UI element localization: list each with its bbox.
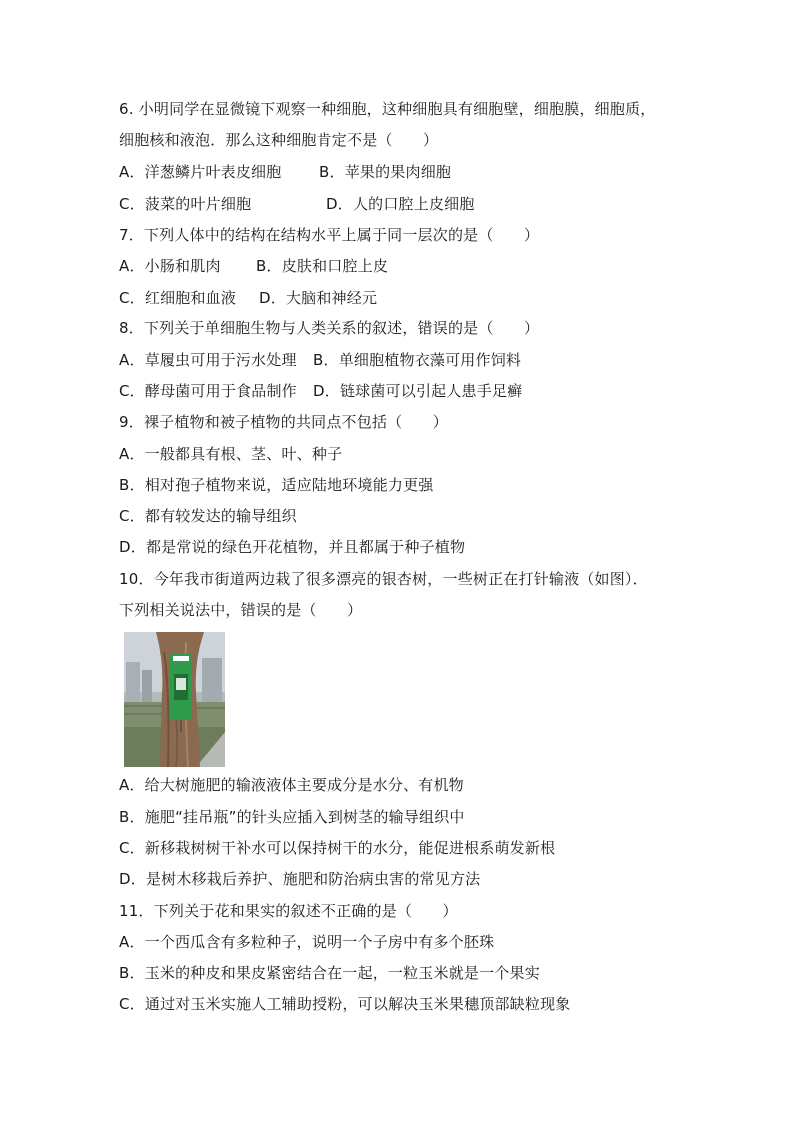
q6-option-c: C．菠菜的叶片细胞 [119,195,252,213]
q6-stem-line2: 细胞核和液泡．那么这种细胞肯定不是（ ） [119,131,439,149]
q8-option-a: A．草履虫可用于污水处理 [119,351,297,369]
q9-option-c: C．都有较发达的输导组织 [119,507,297,525]
q11-option-b: B．玉米的种皮和果皮紧密结合在一起，一粒玉米就是一个果实 [119,964,540,982]
q10-option-b: B．施肥“挂吊瓶”的针头应插入到树茎的输导组织中 [119,808,465,826]
tree-iv-drip-photo [124,632,225,767]
q7-stem: 7．下列人体中的结构在结构水平上属于同一层次的是（ ） [119,226,540,244]
tree-iv-drip-illustration [124,632,225,767]
q9-option-b: B．相对孢子植物来说，适应陆地环境能力更强 [119,476,434,494]
q9-option-a: A．一般都具有根、茎、叶、种子 [119,445,343,463]
q8-option-c: C．酵母菌可用于食品制作 [119,382,297,400]
q10-option-a: A．给大树施肥的输液液体主要成分是水分、有机物 [119,776,464,794]
q10-option-d: D．是树木移栽后养护、施肥和防治病虫害的常见方法 [119,870,481,888]
q8-stem: 8．下列关于单细胞生物与人类关系的叙述，错误的是（ ） [119,319,540,337]
q9-stem: 9．裸子植物和被子植物的共同点不包括（ ） [119,413,448,431]
q6-option-a: A．洋葱鳞片叶表皮细胞 [119,163,282,181]
q6-stem-line1: 6. 小明同学在显微镜下观察一种细胞，这种细胞具有细胞壁，细胞膜，细胞质， [119,100,656,118]
q7-option-b: B．皮肤和口腔上皮 [256,257,389,275]
q9-option-d: D．都是常说的绿色开花植物，并且都属于种子植物 [119,538,466,556]
q7-option-c: C．红细胞和血液 [119,289,237,307]
q7-option-d: D．大脑和神经元 [259,289,378,307]
q8-option-b: B．单细胞植物衣藻可用作饲料 [313,351,522,369]
q10-option-c: C．新移栽树树干补水可以保持树干的水分，能促进根系萌发新根 [119,839,556,857]
q6-option-d: D．人的口腔上皮细胞 [326,195,475,213]
q8-option-d: D．链球菌可以引起人患手足癣 [313,382,523,400]
q11-option-a: A．一个西瓜含有多粒种子，说明一个子房中有多个胚珠 [119,933,495,951]
q10-stem-line2: 下列相关说法中，错误的是（ ） [119,601,363,619]
q11-option-c: C．通过对玉米实施人工辅助授粉，可以解决玉米果穗顶部缺粒现象 [119,995,571,1013]
q6-option-b: B．苹果的果肉细胞 [319,163,452,181]
q7-option-a: A．小肠和肌肉 [119,257,221,275]
q10-stem-line1: 10．今年我市街道两边栽了很多漂亮的银杏树，一些树正在打针输液（如图）． [119,570,648,588]
q11-stem: 11．下列关于花和果实的叙述不正确的是（ ） [119,902,458,920]
